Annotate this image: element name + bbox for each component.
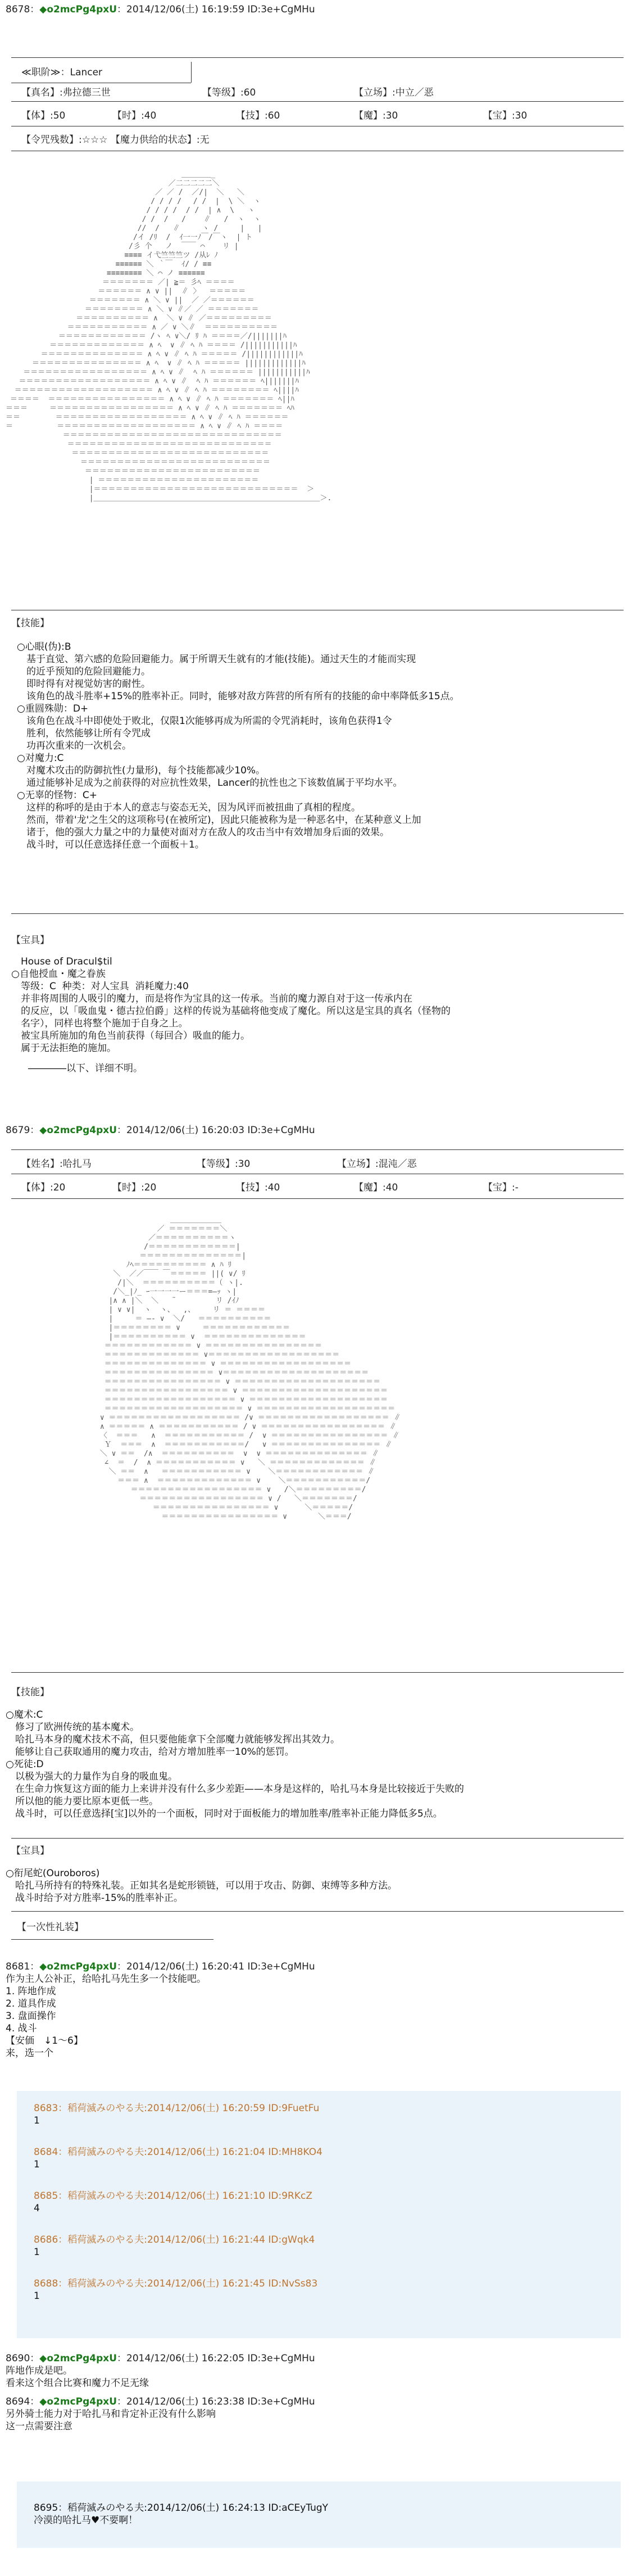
skill-line: 所以他的能力要比原本更低一些。 — [6, 1796, 158, 1807]
skill-line: 通过能够补足成为之前获得的对应抗性效果，Lancer的抗性也之下该数值属于平均水平。 — [17, 777, 403, 789]
skill-line: 该角色的战斗胜率+15%的胜率补正。同时，能够对敌方阵营的所有所有的技能的命中率降低多15点。 — [17, 691, 460, 702]
anchor-value: 1 — [34, 2247, 40, 2258]
poster-name: ◆o2mcPg4pxU — [39, 2353, 117, 2364]
np-line: 名字），同样也将整个施加于自身之上。 — [11, 1018, 188, 1029]
skill-line: 能够让自己获取通用的魔力攻击，给对方增加胜率一10%的惩罚。 — [6, 1746, 294, 1758]
stat-spirit: 【技】:40 — [236, 1182, 280, 1193]
anchor-responses — [17, 2091, 621, 2338]
skill-line: ○无辜的怪物：C+ — [17, 790, 97, 801]
stat-treasure: 【宝】:30 — [483, 110, 528, 121]
post-line: 看来这个组合比赛和魔力不足无缘 — [6, 2378, 149, 2389]
post-header — [6, 2396, 624, 2408]
stat-magic: 【魔】:30 — [354, 110, 398, 121]
post-8681 — [6, 1961, 624, 2059]
level: 【等级】:60 — [202, 87, 256, 98]
post-meta: ：2014/12/06(土) 16:22:05 ID:3e+CgMHu — [117, 2353, 315, 2364]
stat-magic: 【魔】:40 — [354, 1182, 398, 1193]
skills-title: 【技能】 — [11, 1687, 49, 1698]
stat-power: 【时】:40 — [112, 110, 157, 121]
np-end: ――――以下、详细不明。 — [28, 1063, 143, 1074]
true-name: 【真名】:弗拉德三世 — [21, 87, 111, 98]
post-meta: ：2014/12/06(土) 16:23:38 ID:3e+CgMHu — [117, 2396, 315, 2407]
skill-line: 哈扎马本身的魔术技术不高，但只要他能拿下全部魔力就能够发挥出其效力。 — [6, 1734, 340, 1745]
post-line: 这一点需要注意 — [6, 2421, 72, 2432]
divider — [11, 1911, 624, 1912]
skill-line: 战斗时，可以任意选择[宝]以外的一个面板，同时对于面板能力的增加胜率/胜率补正能力降低多5点。 — [6, 1808, 443, 1819]
anchor-link[interactable]: 8683：稻荷滅みのやる夫:2014/12/06(土) 16:20:59 ID:9FuetFu — [34, 2103, 320, 2114]
skills-title: 【技能】 — [11, 618, 49, 629]
np-line: 被宝具所施加的角色当前获得（每回合）吸血的能力。 — [11, 1030, 250, 1042]
skill-line: 诸于，他的强大力量之中的力量使对面对方在敌人的攻击当中有效增加身后面的效果。 — [17, 827, 389, 838]
post-8679 — [6, 1124, 624, 1137]
np-line: 等级：C 种类：对人宝具 消耗魔力:40 — [11, 981, 189, 992]
skill-line: ○魔术:C — [6, 1709, 43, 1721]
anchor-link[interactable]: 8684：稻荷滅みのやる夫:2014/12/06(土) 16:21:04 ID:MH8KO4 — [34, 2147, 322, 2158]
np-line: 的反应，以「吸血鬼・德古拉伯爵」这样的传说为基础将他变成了魔化。所以这是宝具的真名（怪物的 — [11, 1006, 451, 1017]
post-line: 另外骑士能力对于哈扎马和肯定补正没有什么影响 — [6, 2409, 216, 2420]
np-line: 并非将周围的人吸引的魔力，而是将作为宝具的这一传承。当前的魔力源自对于这一传承内在 — [11, 993, 412, 1004]
skill-line: 功再次重来的一次机会。 — [17, 740, 131, 751]
anchor-value: 4 — [34, 2203, 40, 2214]
anchor-value: 1 — [34, 2290, 40, 2302]
skills-list — [17, 641, 624, 851]
skill-line: 修习了欧洲传统的基本魔术。 — [6, 1722, 139, 1733]
post-line: 4. 战斗 — [6, 2023, 37, 2034]
skill-line: 对魔术攻击的防御抗性(力量形)，每个技能都减少10%。 — [17, 765, 266, 776]
np-line: 战斗时给予对方胜率-15%的胜率补正。 — [6, 1893, 183, 1904]
post-line: 1. 阵地作成 — [6, 1986, 56, 1997]
divider — [191, 62, 192, 83]
ascii-art-lancer: ＿＿＿＿_ ／二二二二二＼ ／ ／ / ／/| ＼ ＼ / / / / / / | \ ＼ ヽ / / / / / / | ∧ \ ヽ / / / / ∥ / ヽ ヽ // / ∥ ヽ / | | /イ /ﾘ / ｲ一一ﾉ￣/￣ヽ | ト /彡 个 ノ ￣￣ ⌒ リ | ≡≡≡≡ イ弋竺竺竺ツ /从ﾚ ﾉ ≡≡≡≡≡≡ ＼ ｀￣ ｲ/ / ≡≡ ≡≡≡≡≡≡≡≡ ＼ ⌒ ノ ≡≡≡≡≡≡ ＝＝＝＝＝＝＝ ／| ≧＝ 彡ﾍ ＝＝＝＝ ＝＝＝＝＝＝ ∧ ∨ || ∥ 〉 ＝＝＝＝＝ ＝＝＝＝＝＝＝ ∧ ＼ ∨ || ／ ／＝＝＝＝＝＝ ＝＝＝＝＝＝＝＝ ∧ ＼ ∨ ∥／ ／ ＝＝＝＝＝＝＝ ＝＝＝＝＝＝＝＝＝＝ ∧ ＼ ∨ ∥ ／＝＝＝＝＝＝＝＝＝ ＝＝＝＝＝＝＝＝＝＝＝ ∧ ／ ∨ ＼∥ ＝＝＝＝＝＝＝＝＝＝ ＝＝＝＝＝＝＝＝＝＝＝＝ /ヽ ﾍ ∨＼/ ﾘ ﾊ ＝＝＝＝／/|||||||ﾊ ＝＝＝＝＝＝＝＝＝＝＝＝＝ ∧ ﾍ ∨ ∥ ﾍ ﾊ ＝＝＝＝ /|||||||||||ﾊ ＝＝＝＝＝＝＝＝＝＝＝＝＝＝ ∧ ﾍ ∨ ∥ ﾍ ﾊ ＝＝＝＝＝ /||||||||||||ﾊ ＝＝＝＝＝＝＝＝＝＝＝＝＝＝＝ ∧ ﾍ ∨ ∥ ﾍ ﾊ ＝＝＝＝＝ |||||||||||||ﾊ ＝＝＝＝＝＝＝＝＝＝＝＝＝＝＝＝＝ ∧ ﾍ ∨ ∥ ﾍ ﾊ ＝＝＝＝＝＝ |||||||||||ﾊ ＝＝＝＝＝＝＝＝＝＝＝＝＝＝＝＝＝＝ ∧ ﾍ ∨ ∥ ﾍ ﾊ ＝＝＝＝＝＝ ﾍ|||||||ﾊ ＝＝＝＝＝＝＝＝＝＝＝＝＝＝＝＝＝＝＝ ∧ ﾍ ∨ ∥ ﾍ ﾊ ＝＝＝＝＝＝＝＝ ﾍ||||ﾊ ＝＝＝＝ ＝＝＝＝＝＝＝＝＝＝＝＝＝＝＝＝ ∧ ﾍ ∨ ∥ ﾍ ﾊ ＝＝＝＝＝＝＝ ﾍ||ﾊ ＝＝＝ ＝＝＝＝＝＝＝＝＝＝＝＝＝＝＝＝＝ ∧ ﾍ ∨ ∥ ﾍ ﾊ ＝＝＝＝＝＝＝ ﾍﾊ ＝＝ ＝＝＝＝＝＝＝＝＝＝＝＝＝＝＝＝＝＝ ∧ ﾍ ∨ ∥ ﾍ ﾊ ＝＝＝＝＝＝ ＝ ＝＝＝＝＝＝＝＝＝＝＝＝＝＝＝＝＝＝＝ ∧ ﾍ ∨ ∥ ﾍ ﾊ ＝＝＝＝ ＝＝＝＝＝＝＝＝＝＝＝＝＝＝＝＝＝＝＝＝＝＝＝＝＝＝＝＝＝＝ ＝＝＝＝＝＝＝＝＝＝＝＝＝＝＝＝＝＝＝＝＝＝＝＝＝＝＝＝ ＝＝＝＝＝＝＝＝＝＝＝＝＝＝＝＝＝＝＝＝＝＝＝＝＝＝＝ ＝＝＝＝＝＝＝＝＝＝＝＝＝＝＝＝＝＝＝＝＝＝＝＝＝＝ ＝＝＝＝＝＝＝＝＝＝＝＝＝＝＝＝＝＝＝＝＝＝＝＝ | ＝＝＝＝＝＝＝＝＝＝＝＝＝＝＝＝＝＝＝＝＝＝ |＝＝＝＝＝＝＝＝＝＝＝＝＝＝＝＝＝＝＝＝＝＝＝＝＝＝＝＝ ＞ |＿＿＿＿＿＿＿＿＿＿＿＿＿＿＿＿＿＿＿＿＿＿＿＿＿＿＿＿＿＿＿＞. — [6, 170, 332, 502]
post-meta: ：2014/12/06(土) 16:20:03 ID:3e+CgMHu — [117, 1125, 315, 1136]
post-8694 — [6, 2396, 624, 2433]
np-line: 属于无法拒绝的施加。 — [11, 1043, 116, 1054]
stat-body: 【体】:50 — [21, 110, 66, 121]
post-line: 作为主人公补正，给哈扎马先生多一个技能吧。 — [6, 1973, 206, 1985]
skill-line: 这样的称呼的是由于本人的意志与姿态无关，因为风评而被扭曲了真相的程度。 — [17, 802, 361, 813]
anchor-link[interactable]: 8695：稻荷滅みのやる夫:2014/12/06(土) 16:24:13 ID:aCEyTugY — [34, 2502, 329, 2514]
anchor-link[interactable]: 8686：稻荷滅みのやる夫:2014/12/06(土) 16:21:44 ID:gWqk4 — [34, 2234, 315, 2245]
skill-line: 该角色在战斗中即使处于败北，仅限1次能够再成为所需的令咒消耗时，该角色获得1令 — [17, 716, 392, 727]
divider — [11, 57, 624, 58]
anchor-link[interactable]: 8688：稻荷滅みのやる夫:2014/12/06(土) 16:21:45 ID:NvSs83 — [34, 2278, 318, 2289]
post-number[interactable]: 8678： — [6, 4, 40, 15]
skill-line: 的近乎预知的危险回避能力。 — [17, 666, 151, 677]
post-8678 — [6, 3, 624, 16]
poster-name: ◆o2mcPg4pxU — [39, 4, 117, 15]
np-line: 哈扎马所持有的特殊礼装。正如其名是蛇形锁链，可以用于攻击、防御、束缚等多种方法。 — [6, 1880, 397, 1891]
skill-line: 在生命力恢复这方面的能力上来讲并没有什么多少差距——本身是这样的，哈扎马本身是比较接近于失败的 — [6, 1783, 464, 1795]
post-meta: ：2014/12/06(土) 16:19:59 ID:3e+CgMHu — [117, 4, 315, 15]
ascii-art-hazama: ＿＿＿＿＿＿＿ ／ ＝＝＝＝＝＝＝＼ ／＝＝＝＝＝＝＝＝＝＝ヽ /＝＝＝＝＝＝＝＝＝＝＝＝| ＝＝＝＝＝＝＝＝＝＝＝＝＝＝| ﾉﾍ＝＝＝＝＝＝＝＝＝＝ ∧ ﾊ ﾘ ＼ ／／￣￣ ￣＝＝＝＝＝ ||( ∨/ ﾘ /|＼ ＝＝＝＝＝＝＝＝＝＝（ ヽ|. /＼_|ﾉ_ ｰ一一一一ー＝＝＝=―ｯ ヽ| |∧ ∧ |＼ ＼ ¨ リ /ｲﾉ | ∨ ∨| ヽ ヽ、 ,、 リ ＝ ＝＝＝＝ | ＝ ―- ∨ ＼/ ＝＝＝＝＝＝＝＝＝＝ |＝＝＝＝＝＝＝＝ ∨ ＝＝＝＝＝＝＝＝＝＝＝＝ |＝＝＝＝＝＝＝＝＝＝ ∨ ＝＝＝＝＝＝＝＝＝＝＝＝＝＝ ＝＝＝＝＝＝＝＝＝＝＝＝ ∨ ＝＝＝＝＝＝＝＝＝＝＝＝＝＝＝＝ ＝＝＝＝＝＝＝＝＝＝＝＝＝ ∨＝＝＝＝＝＝＝＝＝＝＝＝＝＝＝＝＝＝ ＝＝＝＝＝＝＝＝＝＝＝＝＝＝ ∨ ＝＝＝＝＝＝＝＝＝＝＝＝＝＝＝＝＝＝ ＝＝＝＝＝＝＝＝＝＝＝＝＝＝＝ ∨＝＝＝＝＝＝＝＝＝＝＝＝＝＝＝＝＝＝＝＝ ＝＝＝＝＝＝＝＝＝＝＝＝＝＝＝＝ ∨ ＝＝＝＝＝＝＝＝＝＝＝＝＝＝＝＝＝＝＝＝ ＝＝＝＝＝＝＝＝＝＝＝＝＝＝＝＝＝ ∨ ＝＝＝＝＝＝＝＝＝＝＝＝＝＝＝＝＝＝＝＝ ＝＝＝＝＝＝＝＝＝＝＝＝＝＝＝＝＝＝ ∨ ＝＝＝＝＝＝＝＝＝＝＝＝＝＝＝＝＝＝＝ ＝＝＝＝＝＝＝＝＝＝＝＝＝＝＝＝＝＝＝ ∨ ＝＝＝＝＝＝＝＝＝＝＝＝＝＝＝＝＝＝＝ ∨ ＝＝＝＝＝＝＝＝＝＝＝＝＝＝＝＝＝＝ /∨ ＝＝＝＝＝＝＝＝＝＝＝＝＝＝＝＝＝＝ ∥ ∧ ＝＝＝＝＝ ∧ ＝＝＝＝＝＝＝＝＝＝＝ / ∨ ＝＝＝＝＝＝＝＝＝＝＝＝＝＝＝＝＝ ∥ 〈 ＝＝＝ ∧ ＝＝＝＝＝＝＝＝＝＝＝ / ∨ ＝＝＝＝＝＝＝＝＝＝＝＝＝＝＝＝ ∥ Ｙ ＝＝＝ ∧ ＝＝＝＝＝＝＝＝＝＝＝/ ∨ ＝＝＝＝＝＝＝＝＝＝＝＝＝＝＝ ∥ ＼ ∨ ＝＝ /∧ ＝＝＝＝＝＝＝＝＝＝ ∨ ∨ ＝＝＝＝＝＝＝＝＝＝＝＝＝＝ ∥ ∠ ＝ / ∧ ＝＝＝＝＝＝＝＝＝＝＝ ∨ ＼ ＝＝＝＝＝＝＝＝＝＝＝＝＝ ∥ ＼ ＝＝ ∧ ＝＝＝＝＝＝＝＝＝＝＝ ∨ ＼＝＝＝＝＝＝＝＝＝＝＝＝ ∥ ＝＝＝ ∧ ＝＝＝＝＝＝＝＝＝＝＝＝＝ ∨ ＼＝＝＝＝＝＝＝＝＝＝＝/ ＝＝＝＝＝＝＝＝＝＝＝＝＝＝＝＝＝＝ ∨ /＼＝＝＝＝＝＝＝＝＝/ ＝＝＝＝＝＝＝＝＝＝＝＝＝＝＝＝＝ ∨ / ＼＝＝＝＝＝＝＝/ ＝＝＝＝＝＝＝＝＝＝＝＝＝＝＝＝ ∨ ＼＝＝＝＝＝/ ＝＝＝＝＝＝＝＝＝＝＝＝＝＝＝＝ ∨ ＼＝＝＝/ — [99, 1216, 401, 1521]
np-line: ○自他授血・魔之眷族 — [11, 968, 106, 980]
anchor-responses — [17, 2482, 621, 2548]
divider — [11, 1149, 624, 1150]
level: 【等级】:30 — [197, 1158, 251, 1170]
divider — [11, 1198, 624, 1199]
skills-list — [6, 1709, 624, 1820]
stat-treasure: 【宝】:- — [483, 1182, 519, 1193]
anchor-value: 冷漠的哈扎马♥不要啊！ — [34, 2515, 138, 2526]
skill-line: ○重圆殊勋：D+ — [17, 703, 89, 714]
post-8690 — [6, 2352, 624, 2389]
divider — [11, 913, 624, 914]
post-header — [6, 1124, 624, 1137]
stat-power: 【时】:20 — [112, 1182, 157, 1193]
np-list — [11, 956, 624, 1075]
alignment: 【立场】:混沌／恶 — [337, 1158, 417, 1170]
skill-line: 基于直觉、第六感的危险回避能力。属于所谓天生就有的才能(技能)。通过天生的才能而实现 — [17, 654, 416, 665]
divider — [11, 101, 624, 102]
np-line: ○衔尾蛇(Ouroboros) — [6, 1868, 100, 1879]
stat-spirit: 【技】:60 — [236, 110, 280, 121]
divider — [11, 1838, 624, 1839]
anchor-value: 1 — [34, 2115, 40, 2126]
post-line: 3. 盘面操作 — [6, 2011, 56, 2022]
np-title: 【宝具】 — [11, 935, 49, 946]
skill-line: 然而，带着'龙'之生父的这项称号(在被所定)，因此只能被称为是一种恶名中，在某种意义上加 — [17, 814, 421, 826]
poster-name: ◆o2mcPg4pxU — [39, 1961, 117, 1972]
post-line: 【安価 ↓1～6】 — [6, 2035, 83, 2047]
np-title: 【宝具】 — [11, 1845, 49, 1857]
post-number[interactable]: 8694： — [6, 2396, 40, 2407]
np-list — [6, 1867, 624, 1904]
post-line: 2. 道具作成 — [6, 1998, 56, 2009]
skill-line: ○对魔力:C — [17, 753, 64, 764]
alignment: 【立场】:中立／恶 — [354, 87, 434, 98]
post-number[interactable]: 8690： — [6, 2353, 40, 2364]
character-name: 【姓名】:哈扎马 — [21, 1158, 92, 1170]
post-line: 来，选一个 — [6, 2048, 53, 2059]
poster-name: ◆o2mcPg4pxU — [39, 1125, 117, 1136]
stat-body: 【体】:20 — [21, 1182, 66, 1193]
post-number[interactable]: 8681： — [6, 1961, 40, 1972]
skill-line: 战斗时，可以任意选择任意一个面板＋1。 — [17, 839, 204, 850]
anchor-value: 1 — [34, 2159, 40, 2170]
skill-line: 胜利，依然能够让所有令咒成 — [17, 728, 151, 739]
post-header — [6, 1961, 624, 1973]
post-header — [6, 2352, 624, 2365]
anchor-link[interactable]: 8685：稻荷滅みのやる夫:2014/12/06(土) 16:21:10 ID:9RKcZ — [34, 2190, 312, 2202]
servant-class: ≪职阶≫：Lancer — [21, 67, 103, 78]
skill-line: 即时得有对视觉妨害的耐性。 — [17, 678, 151, 690]
command-line: 【令咒残数】:☆☆☆ 【魔力供给的状态】:无 — [21, 134, 210, 146]
np-end: 【一次性礼装】 — [17, 1922, 84, 1933]
skill-line: 以极为强大的力量作为自身的吸血鬼。 — [6, 1771, 178, 1782]
poster-name: ◆o2mcPg4pxU — [39, 2396, 117, 2407]
np-line: House of Dracul$til — [11, 956, 112, 967]
divider — [11, 1939, 213, 1940]
post-line: 阵地作成是吧。 — [6, 2365, 72, 2376]
skill-line: ○死徒:D — [6, 1759, 44, 1770]
post-number[interactable]: 8679： — [6, 1125, 40, 1136]
post-header — [6, 3, 624, 16]
divider — [11, 1672, 624, 1673]
skill-line: ○心眼(伪):B — [17, 641, 71, 653]
post-meta: ：2014/12/06(土) 16:20:41 ID:3e+CgMHu — [117, 1961, 315, 1972]
